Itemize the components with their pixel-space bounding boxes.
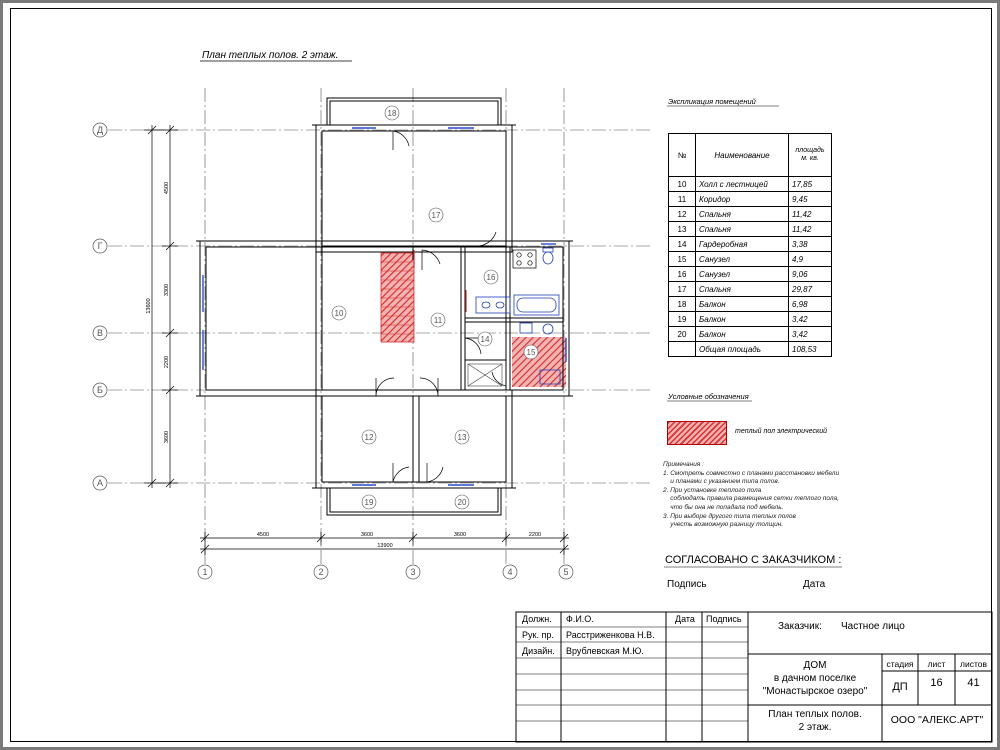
tb-role-1: Рук. пр.: [522, 630, 554, 640]
axis-label-column: 3: [410, 567, 416, 577]
axis-label-row: Б: [97, 385, 103, 395]
room-number-marker: 12: [364, 433, 374, 442]
room-num-cell: 15: [669, 252, 696, 267]
room-number-marker: 16: [486, 273, 496, 282]
room-area-cell: 3,42: [789, 312, 832, 327]
tb-col-name: Ф.И.О.: [566, 614, 594, 624]
dimension-left-total: 13600: [146, 298, 152, 314]
total-label-cell: Общая площадь: [696, 342, 789, 357]
tb-company: ООО "АЛЕКС.АРТ": [890, 714, 984, 726]
room-name-cell: Спальня: [696, 222, 789, 237]
table-header-area: площадь м. кв.: [789, 134, 832, 177]
room-area-cell: 6,98: [789, 297, 832, 312]
axis-label-column: 2: [318, 567, 324, 577]
room-area-cell: 9,45: [789, 192, 832, 207]
table-row: [669, 177, 832, 192]
room-area-cell: 3,38: [789, 237, 832, 252]
dimension-bottom-total: 13900: [377, 543, 393, 549]
table-row: [669, 297, 832, 312]
room-num-cell: 17: [669, 282, 696, 297]
room-num-cell: 14: [669, 237, 696, 252]
room-area-cell: 3,42: [789, 327, 832, 342]
tb-sheet-label: лист: [927, 659, 946, 669]
dimension-bottom: 4500: [256, 532, 270, 538]
room-area-cell: 29,87: [789, 282, 832, 297]
tb-sheets: 41: [967, 677, 980, 689]
axis-label-row: В: [96, 328, 104, 338]
tb-sheet-title-1: План теплых полов.: [768, 709, 862, 720]
room-name-cell: Спальня: [696, 207, 789, 222]
staircase: [381, 253, 414, 342]
tb-customer: Частное лицо: [841, 621, 905, 632]
room-name-cell: Балкон: [696, 297, 789, 312]
room-area-cell: 11,42: [789, 207, 832, 222]
table-row: [669, 222, 832, 237]
room-number-marker: 10: [334, 309, 344, 318]
notes-block: Примечания : 1. Смотреть совместно с планами расстановки мебели и планами с указанием типа полов. 2. При установке теплого пола соблюдать правила размещения сетки теплого пола, что бы она не попадала под мебель. 3. При выборе другого типа теплых полов учесть возможную разницу толщин.: [663, 461, 840, 529]
room-num-cell: 18: [669, 297, 696, 312]
room-markers: [332, 106, 538, 509]
warm-floor-legend-swatch: [667, 421, 727, 445]
room-name-cell: Спальня: [696, 282, 789, 297]
tb-col-signature: Подпись: [706, 614, 742, 624]
room-area-cell: 4,9: [789, 252, 832, 267]
room-num-cell: 12: [669, 207, 696, 222]
room-num-cell: 13: [669, 222, 696, 237]
tb-sheets-label: листов: [960, 659, 987, 669]
axis-label-row: А: [96, 478, 104, 488]
table-header-row: [669, 134, 832, 177]
table-row: [669, 192, 832, 207]
table-header-num: №: [669, 134, 696, 177]
room-name-cell: Коридор: [696, 192, 789, 207]
wardrobe-shelves: [468, 364, 502, 386]
legend-item-label: теплый пол электрический: [735, 428, 828, 435]
room-num-cell: 20: [669, 327, 696, 342]
row-axis-markers: [93, 123, 107, 490]
room-number-marker: 20: [457, 498, 467, 507]
axis-label-row: Д: [96, 125, 104, 135]
table-total-row: [669, 342, 832, 357]
room-number-marker: 14: [480, 335, 490, 344]
tb-role-2: Дизайн.: [522, 646, 555, 656]
room-area-cell: 11,42: [789, 222, 832, 237]
table-row: [669, 327, 832, 342]
tb-sheet: 16: [930, 677, 943, 689]
room-num-cell: 11: [669, 192, 696, 207]
warm-floor-zone: [512, 337, 566, 387]
title-block-rows: [516, 627, 748, 721]
table-row: [669, 267, 832, 282]
dimension-bottom: 2200: [528, 532, 542, 538]
dimension-left: 3600: [164, 430, 170, 444]
axis-label-row: Г: [97, 241, 103, 251]
tb-stage-label: стадия: [886, 659, 914, 669]
room-num-cell: 10: [669, 177, 696, 192]
dimension-bottom: 3600: [360, 532, 374, 538]
room-name-cell: Санузел: [696, 267, 789, 282]
total-area-cell: 108,53: [789, 342, 832, 357]
room-area-cell: 9,06: [789, 267, 832, 282]
tb-project-line-1: ДОМ: [803, 660, 827, 671]
room-number-marker: 13: [457, 433, 467, 442]
approval-date-label: Дата: [803, 579, 826, 590]
dimension-left: 4500: [164, 181, 170, 195]
room-name-cell: Балкон: [696, 327, 789, 342]
tb-sheet-title-2: 2 этаж.: [798, 722, 832, 733]
room-number-marker: 17: [431, 211, 441, 220]
room-number-marker: 18: [387, 109, 397, 118]
axis-label-column: 1: [202, 567, 208, 577]
room-name-cell: Гардеробная: [696, 237, 789, 252]
room-name-cell: Санузел: [696, 252, 789, 267]
room-name-cell: Балкон: [696, 312, 789, 327]
tb-project-line-3: "Монастырское озеро": [762, 686, 868, 697]
table-header-name: Наименование: [696, 134, 789, 177]
dimension-left: 3300: [164, 283, 170, 297]
tb-col-position: Должн.: [522, 614, 552, 624]
room-number-marker: 11: [433, 316, 443, 325]
tb-customer-label: Заказчик:: [778, 621, 822, 632]
table-row: [669, 207, 832, 222]
room-number-marker: 15: [526, 348, 536, 357]
tb-person-1: Расстриженкова Н.В.: [566, 630, 655, 640]
axis-label-column: 4: [507, 567, 513, 577]
table-row: [669, 237, 832, 252]
drawing-title: План теплых полов. 2 этаж.: [202, 50, 339, 61]
approval-title: СОГЛАСОВАНО С ЗАКАЗЧИКОМ :: [665, 554, 842, 566]
room-name-cell: Холл с лестницей: [696, 177, 789, 192]
axis-label-column: 5: [563, 567, 569, 577]
dimension-bottom: 3600: [453, 532, 467, 538]
approval-signature-label: Подпись: [667, 579, 707, 590]
table-row: [669, 282, 832, 297]
room-num-cell: 19: [669, 312, 696, 327]
legend-title: Условные обозначения: [668, 392, 749, 401]
table-row: [669, 312, 832, 327]
explication-title: Экспликация помещений: [668, 97, 756, 106]
room-num-cell: 16: [669, 267, 696, 282]
tb-col-date: Дата: [675, 614, 695, 624]
room-number-marker: 19: [364, 498, 374, 507]
dimension-left: 2200: [164, 355, 170, 369]
tb-project-line-2: в дачном поселке: [773, 673, 857, 684]
tb-stage: ДП: [892, 681, 908, 693]
room-area-cell: 17,85: [789, 177, 832, 192]
kitchen-stove: [513, 250, 536, 268]
column-axis-markers: [198, 565, 573, 579]
explication-table: [668, 133, 832, 357]
table-row: [669, 252, 832, 267]
tb-person-2: Врублевская М.Ю.: [566, 646, 644, 656]
